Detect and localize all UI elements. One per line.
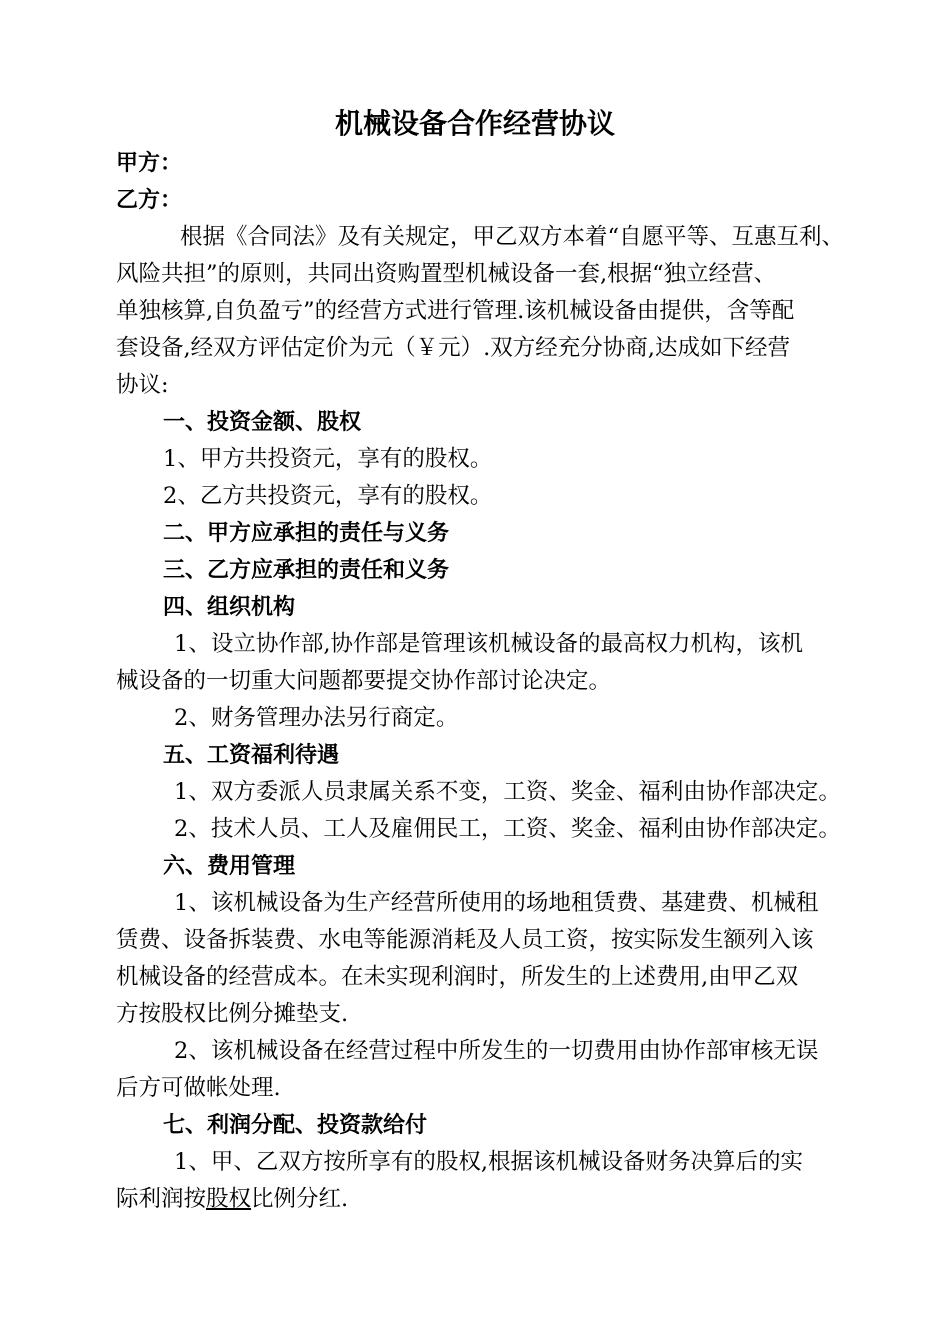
section-5-item-1: 1、双方委派人员隶属关系不变，工资、奖金、福利由协作部决定。 xyxy=(174,779,841,805)
section-1-heading: 一、投资金额、股权 xyxy=(163,410,362,435)
preamble-line-5: 协议: xyxy=(116,372,169,398)
section-5-item-2: 2、技术人员、工人及雇佣民工，工资、奖金、福利由协作部决定。 xyxy=(174,816,841,842)
section-6-item-2-line-2: 后方可做帐处理. xyxy=(116,1075,281,1101)
section-4-item-1-line-1: 1、设立协作部,协作部是管理该机械设备的最高权力机构，该机 xyxy=(174,631,803,657)
preamble-line-2: 风险共担”的原则，共同出资购置型机械设备一套,根据“独立经营、 xyxy=(116,261,777,287)
section-1-item-1: 1、甲方共投资元，享有的股权。 xyxy=(163,446,493,472)
section-5-heading: 五、工资福利待遇 xyxy=(163,743,340,768)
section-6-item-1-line-4: 方按股权比例分摊垫支. xyxy=(116,1001,349,1027)
section-6-item-1-line-1: 1、该机械设备为生产经营所使用的场地租赁费、基建费、机械租 xyxy=(174,890,819,916)
section-7-line-2-end: 比例分红. xyxy=(251,1186,349,1212)
section-4-item-2: 2、财务管理办法另行商定。 xyxy=(174,705,459,731)
section-1-item-2: 2、乙方共投资元，享有的股权。 xyxy=(163,483,493,509)
section-3-heading: 三、乙方应承担的责任和义务 xyxy=(163,558,450,583)
party-b-label: 乙方： xyxy=(116,188,183,213)
section-7-line-2-start: 际利润按 xyxy=(116,1186,207,1212)
party-a-label: 甲方： xyxy=(116,151,183,176)
section-7-item-1-line-1: 1、甲、乙双方按所享有的股权,根据该机械设备财务决算后的实 xyxy=(174,1149,803,1175)
preamble-line-3: 单独核算,自负盈亏”的经营方式进行管理.该机械设备由提供，含等配 xyxy=(116,298,795,324)
preamble-line-4: 套设备,经双方评估定价为元（￥元）.双方经充分协商,达成如下经营 xyxy=(116,335,790,361)
section-4-heading: 四、组织机构 xyxy=(163,595,296,620)
section-6-item-1-line-3: 机械设备的经营成本。在未实现利润时，所发生的上述费用,由甲乙双 xyxy=(116,964,799,990)
document-title: 机械设备合作经营协议 xyxy=(334,107,615,140)
section-4-item-1-line-2: 械设备的一切重大问题都要提交协作部讨论决定。 xyxy=(116,668,612,694)
underlined-equity-term: 股权 xyxy=(206,1186,252,1212)
section-6-item-1-line-2: 赁费、设备拆装费、水电等能源消耗及人员工资，按实际发生额列入该 xyxy=(116,927,814,953)
section-7-heading: 七、利润分配、投资款给付 xyxy=(163,1113,428,1138)
section-2-heading: 二、甲方应承担的责任与义务 xyxy=(163,521,450,546)
section-6-heading: 六、费用管理 xyxy=(163,854,296,879)
preamble-line-1: 根据《合同法》及有关规定，甲乙双方本着“自愿平等、互惠互利、 xyxy=(180,224,845,250)
section-6-item-2-line-1: 2、该机械设备在经营过程中所发生的一切费用由协作部审核无误 xyxy=(174,1038,819,1064)
section-7-item-1-line-2 xyxy=(116,1181,348,1218)
